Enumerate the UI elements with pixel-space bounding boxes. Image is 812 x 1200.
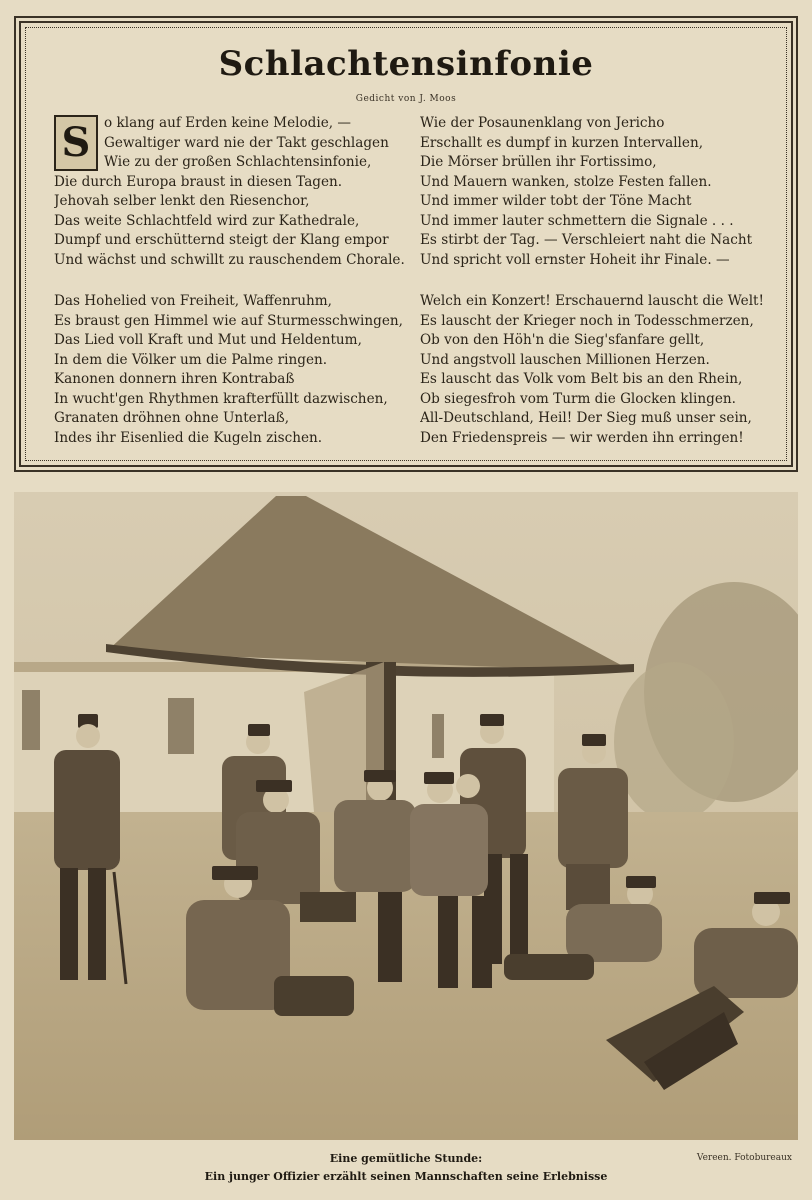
poem-line: o klang auf Erden keine Melodie, —: [104, 115, 352, 131]
stanza-left-1: [54, 114, 406, 270]
poem-line: Gewaltiger ward nie der Takt geschlagen: [104, 134, 389, 151]
poem-line: In wucht'gen Rhythmen krafterfüllt dazwischen,: [54, 390, 388, 407]
poem-line: All-Deutschland, Heil! Der Sieg muß unser sein,: [420, 410, 752, 426]
stanza-right-2: [420, 292, 774, 448]
poem-line: Es lauscht der Krieger noch in Todesschmerzen,: [420, 312, 754, 329]
poem-line: In dem die Völker um die Palme ringen.: [54, 351, 328, 368]
poem-line: Das weite Schlachtfeld wird zur Kathedrale,: [54, 212, 360, 229]
photo-credit: Vereen. Fotobureaux: [696, 1153, 792, 1163]
poem-line: Welch ein Konzert! Erschauernd lauscht die Welt!: [420, 293, 764, 309]
poem-byline: Gedicht von J. Moos: [355, 94, 457, 104]
drop-cap: S: [54, 115, 98, 171]
poem-line: Und spricht voll ernster Hoheit ihr Finale. —: [420, 251, 730, 268]
poem-line: Wie der Posaunenklang von Jericho: [420, 115, 665, 131]
poem-line: Indes ihr Eisenlied die Kugeln zischen.: [54, 429, 323, 446]
poem-column-left: [54, 114, 406, 448]
poem-line: Den Friedenspreis — wir werden ihn erringen!: [420, 429, 744, 446]
poem-line: Granaten dröhnen ohne Unterlaß,: [54, 410, 290, 426]
poem-line: Erschallt es dumpf in kurzen Intervallen,: [420, 134, 704, 151]
stanza-left-2: [54, 292, 406, 448]
poem-line: Es braust gen Himmel wie auf Sturmesschwingen,: [54, 312, 403, 329]
poem-column-right: [420, 114, 774, 448]
poem-line: Ob von den Höh'n die Sieg'sfanfare gellt,: [420, 332, 705, 348]
poem-line: Und angstvoll lauschen Millionen Herzen.: [420, 351, 710, 368]
poem-line: Und Mauern wanken, stolze Festen fallen.: [420, 173, 712, 190]
poem-line: Es stirbt der Tag. — Verschleiert naht die Nacht: [420, 232, 753, 248]
stanza-right-1: [420, 114, 774, 270]
photo-caption-text: Ein junger Offizier erzählt seinen Mannschaften seine Erlebnisse: [204, 1170, 608, 1183]
poem-line: Es lauscht das Volk vom Belt bis an den Rhein,: [420, 371, 743, 387]
poem-line: Die Mörser brüllen ihr Fortissimo,: [420, 154, 657, 170]
poem-line: Jehovah selber lenkt den Riesenchor,: [54, 193, 310, 209]
poem-line: Dumpf und erschütternd steigt der Klang empor: [54, 232, 389, 248]
poem-line: Das Lied voll Kraft und Mut und Heldentum,: [54, 332, 362, 348]
poem-title: Schlachtensinfonie: [218, 44, 594, 84]
poem-line: Die durch Europa braust in diesen Tagen.: [54, 173, 343, 190]
poem-line: Das Hohelied von Freiheit, Waffenruhm,: [54, 293, 332, 309]
poem-line: Und immer lauter schmettern die Signale . . .: [420, 212, 734, 229]
poem-line: Und immer wilder tobt der Töne Macht: [420, 193, 692, 209]
poem-line: Ob siegesfroh vom Turm die Glocken klingen.: [420, 390, 736, 407]
photograph: [14, 492, 798, 1140]
poem-line: Wie zu der großen Schlachtensinfonie,: [104, 154, 372, 170]
photo-illustration: [14, 492, 798, 1140]
poem-line: Und wächst und schwillt zu rauschendem Chorale.: [54, 251, 405, 268]
photo-caption-title: Eine gemütliche Stunde:: [329, 1152, 483, 1165]
poem-line: Kanonen donnern ihren Kontrabaß: [54, 371, 295, 387]
